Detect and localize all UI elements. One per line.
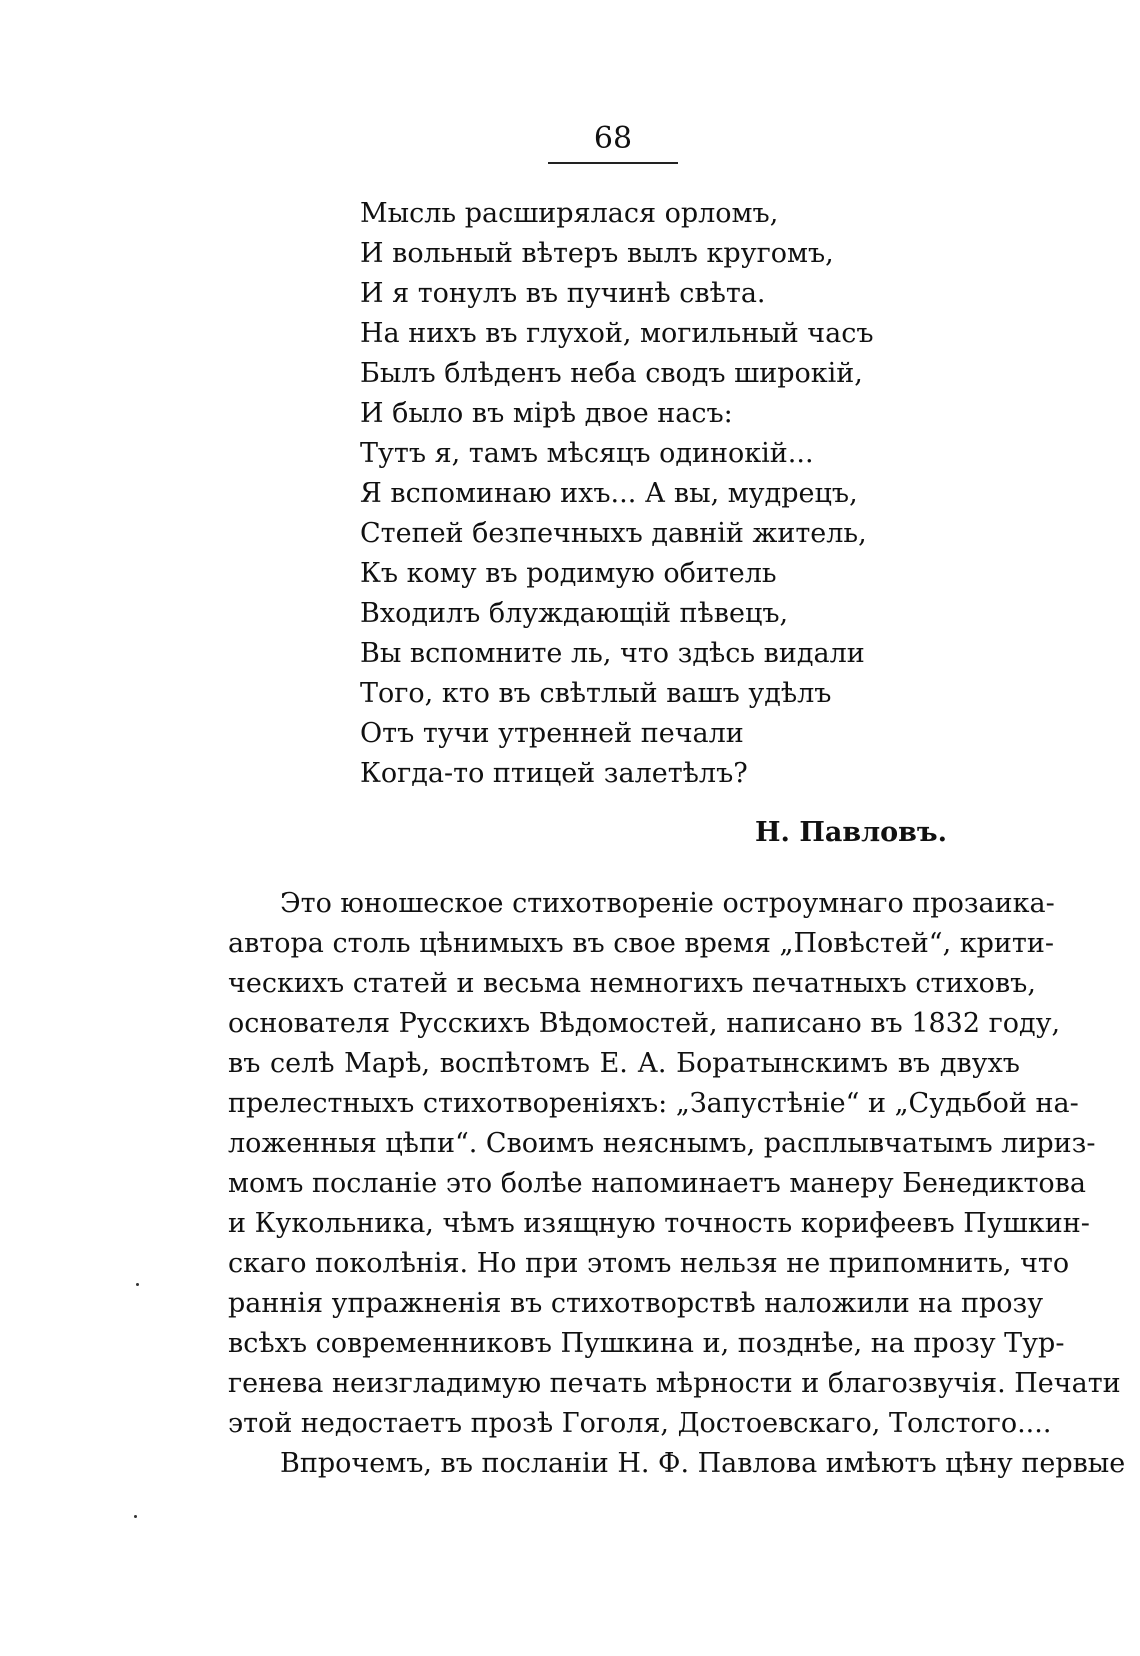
prose-line: момъ посланiе это болѣе напоминаетъ манеру Бенедиктова bbox=[228, 1168, 1086, 1199]
page-number-rule bbox=[548, 162, 678, 164]
page-number: 68 bbox=[593, 121, 633, 156]
prose-line: всѣхъ современниковъ Пушкина и, позднѣе, на прозу Тур- bbox=[228, 1328, 1065, 1359]
prose-line: Впрочемъ, въ посланiи Н. Ф. Павлова имѣютъ цѣну первые bbox=[280, 1448, 1126, 1479]
poem-line: Былъ блѣденъ неба сводъ широкiй, bbox=[360, 358, 863, 389]
prose-line: Это юношеское стихотворенiе остроумнаго прозаика- bbox=[280, 888, 1055, 919]
poem-line: Когда-то птицей залетѣлъ? bbox=[360, 758, 748, 789]
poem-line: И я тонулъ въ пучинѣ свѣта. bbox=[360, 278, 766, 309]
prose-line: этой недостаетъ прозѣ Гоголя, Достоевскаго, Толстого.... bbox=[228, 1408, 1052, 1439]
poem bbox=[360, 194, 920, 794]
poem-line: Того, кто въ свѣтлый вашъ удѣлъ bbox=[360, 678, 832, 709]
prose-line: скаго поколѣнiя. Но при этомъ нельзя не припомнить, что bbox=[228, 1248, 1070, 1279]
prose-line: ложенныя цѣпи“. Своимъ неяснымъ, расплывчатымъ лириз- bbox=[228, 1128, 1096, 1159]
prose-line: основателя Русскихъ Вѣдомостей, написано въ 1832 году, bbox=[228, 1008, 1061, 1039]
prose-line: генева неизгладимую печать мѣрности и благозвучiя. Печати bbox=[228, 1368, 1121, 1399]
poem-line: Къ кому въ родимую обитель bbox=[360, 558, 777, 589]
poem-line: И вольный вѣтеръ вылъ кругомъ, bbox=[360, 238, 834, 269]
prose-body bbox=[228, 884, 1126, 1484]
prose-line: и Кукольника, чѣмъ изящную точность корифеевъ Пушкин- bbox=[228, 1208, 1090, 1239]
prose-line: автора столь цѣнимыхъ въ свое время „Повѣстей“, крити- bbox=[228, 928, 1054, 959]
poem-line: Я вспоминаю ихъ... А вы, мудрецъ, bbox=[360, 478, 858, 509]
prose-line: прелестныхъ стихотворенiяхъ: „Запустѣнiе“ и „Судьбой на- bbox=[228, 1088, 1079, 1119]
prose-line: раннiя упражненiя въ стихотворствѣ наложили на прозу bbox=[228, 1288, 1044, 1319]
poem-signature: Н. Павловъ. bbox=[755, 817, 947, 848]
prose-line: въ селѣ Марѣ, воспѣтомъ Е. А. Боратынскимъ въ двухъ bbox=[228, 1048, 1020, 1079]
poem-line: Вы вспомните ль, что здѣсь видали bbox=[360, 638, 865, 669]
scan-speck bbox=[134, 1515, 137, 1518]
poem-line: На нихъ въ глухой, могильный часъ bbox=[360, 318, 874, 349]
poem-line: Тутъ я, тамъ мѣсяцъ одинокiй... bbox=[360, 438, 814, 469]
prose-line: ческихъ статей и весьма немногихъ печатныхъ стиховъ, bbox=[228, 968, 1036, 999]
poem-line: И было въ мiрѣ двое насъ: bbox=[360, 398, 733, 429]
poem-line: Мысль расширялася орломъ, bbox=[360, 198, 779, 229]
poem-line: Отъ тучи утренней печали bbox=[360, 718, 744, 749]
poem-line: Степей безпечныхъ давнiй житель, bbox=[360, 518, 867, 549]
scan-speck bbox=[136, 1283, 139, 1286]
poem-line: Входилъ блуждающiй пѣвецъ, bbox=[360, 598, 789, 629]
